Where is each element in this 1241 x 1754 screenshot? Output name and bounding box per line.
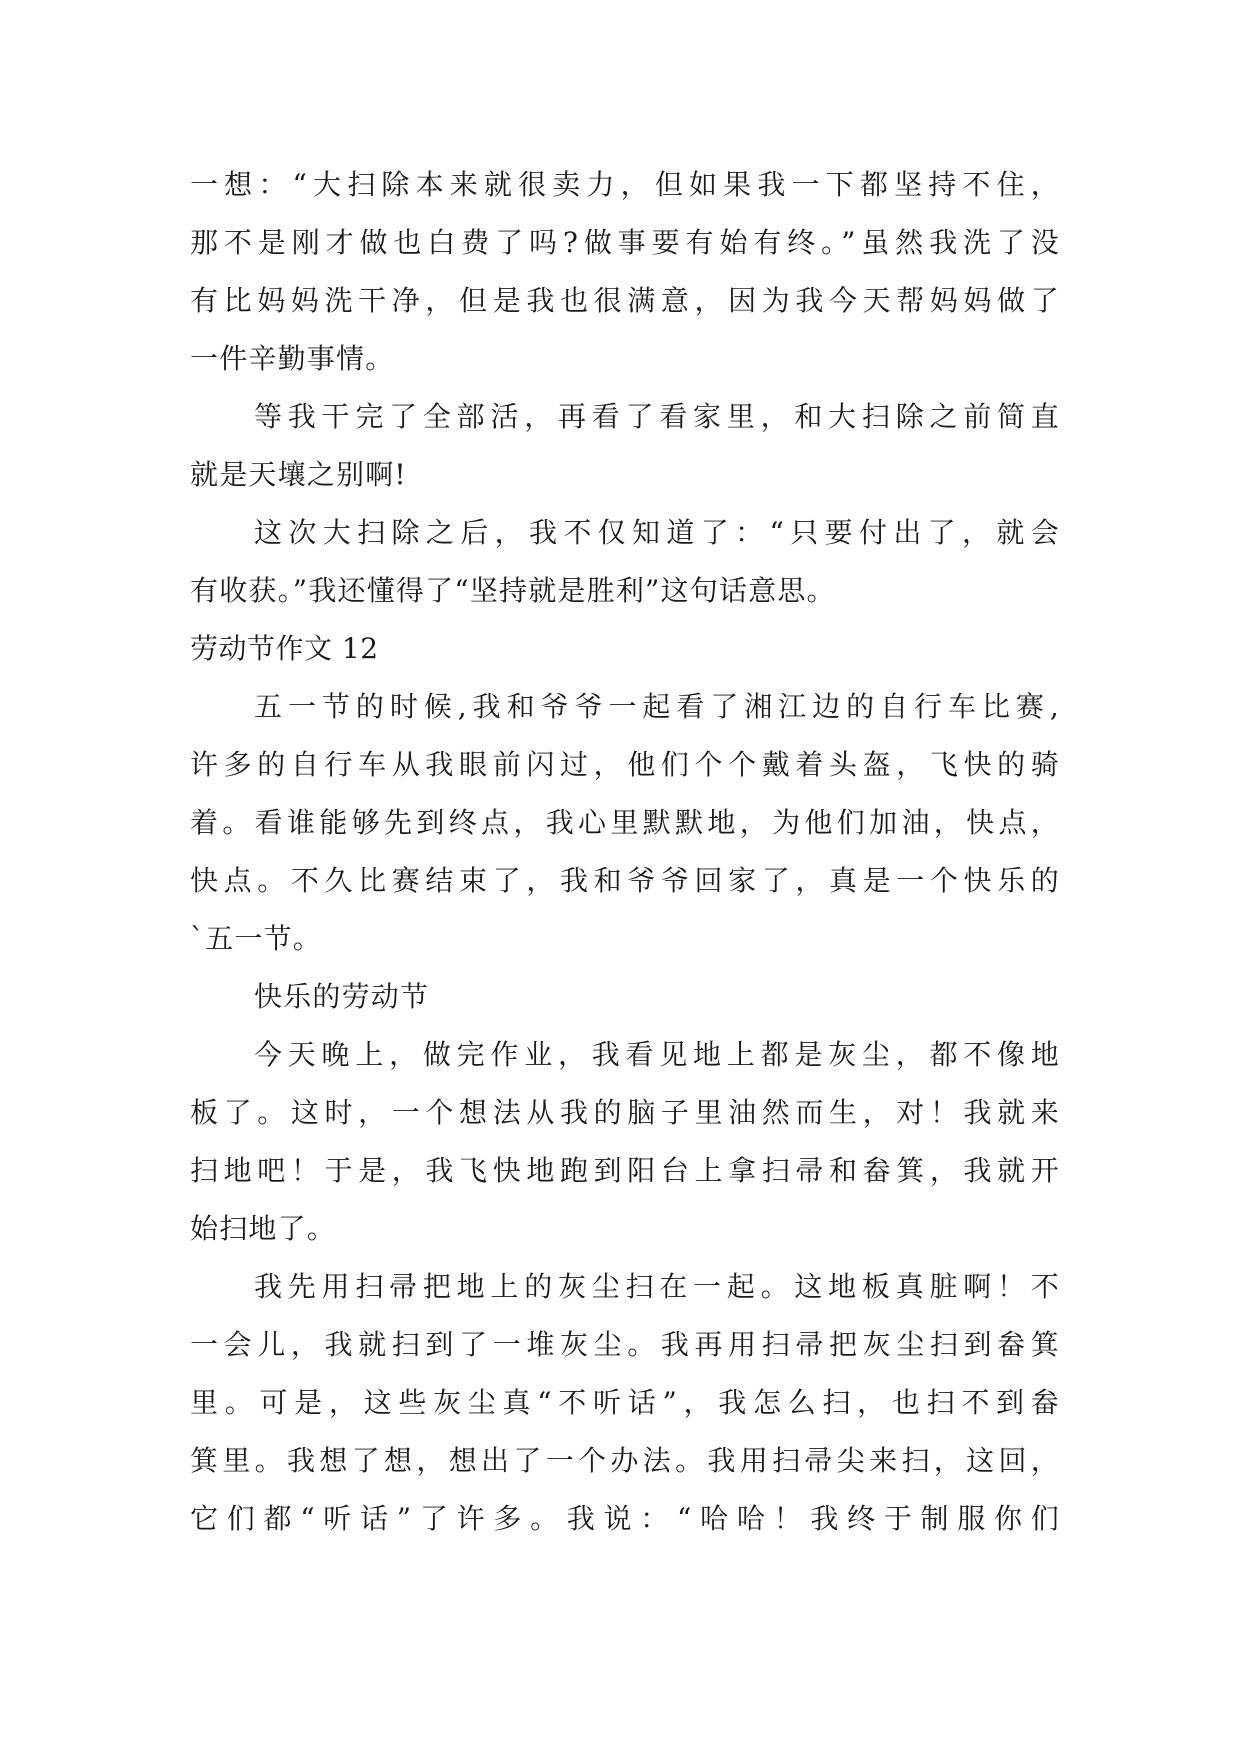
text-body: [190, 156, 1060, 1548]
text-line: 一会儿，我就扫到了一堆灰尘。我再用扫帚把灰尘扫到畚箕: [190, 1328, 1060, 1361]
paragraph-first-line: 我先用扫帚把地上的灰尘扫在一起。这地板真脏啊！不: [254, 1270, 1060, 1303]
text-line: 有比妈妈洗干净，但是我也很满意，因为我今天帮妈妈做了: [190, 284, 1060, 317]
text-line: 箕里。我想了想，想出了一个办法。我用扫帚尖来扫，这回，: [190, 1444, 1060, 1477]
text-line: 里。可是，这些灰尘真“不听话”，我怎么扫，也扫不到畚: [190, 1386, 1060, 1419]
paragraph-first-line: 今天晚上，做完作业，我看见地上都是灰尘，都不像地: [254, 1038, 1060, 1071]
text-line: 一想：“大扫除本来就很卖力，但如果我一下都坚持不住，: [190, 168, 1060, 201]
section-heading: 劳动节作文 12: [190, 632, 379, 665]
text-line: 板了。这时，一个想法从我的脑子里油然而生，对！我就来: [190, 1096, 1060, 1129]
paragraph-first-line: 五一节的时候,我和爷爷一起看了湘江边的自行车比赛,: [254, 690, 1060, 723]
text-line: 着。看谁能够先到终点，我心里默默地，为他们加油，快点，: [190, 806, 1060, 839]
text-line: 许多的自行车从我眼前闪过，他们个个戴着头盔，飞快的骑: [190, 748, 1060, 781]
essay-title: 快乐的劳动节: [254, 980, 430, 1013]
paragraph-first-line: 等我干完了全部活，再看了看家里，和大扫除之前简直: [254, 400, 1060, 433]
text-line: 一件辛勤事情。: [190, 342, 395, 375]
text-line: 快点。不久比赛结束了，我和爷爷回家了，真是一个快乐的: [190, 864, 1060, 897]
text-line: `五一节。: [190, 922, 323, 955]
paragraph-first-line: 这次大扫除之后，我不仅知道了：“只要付出了，就会: [254, 516, 1060, 549]
text-line: 扫地吧！于是，我飞快地跑到阳台上拿扫帚和畚箕，我就开: [190, 1154, 1060, 1187]
text-line: 始扫地了。: [190, 1212, 337, 1245]
text-line: 那不是刚才做也白费了吗?做事要有始有终。”虽然我洗了没: [190, 226, 1060, 259]
text-line: 有收获。”我还懂得了“坚持就是胜利”这句话意思。: [190, 574, 836, 607]
text-line: 它们都“听话”了许多。我说：“哈哈！我终于制服你们: [190, 1502, 1060, 1535]
text-line: 就是天壤之别啊!: [190, 458, 407, 491]
